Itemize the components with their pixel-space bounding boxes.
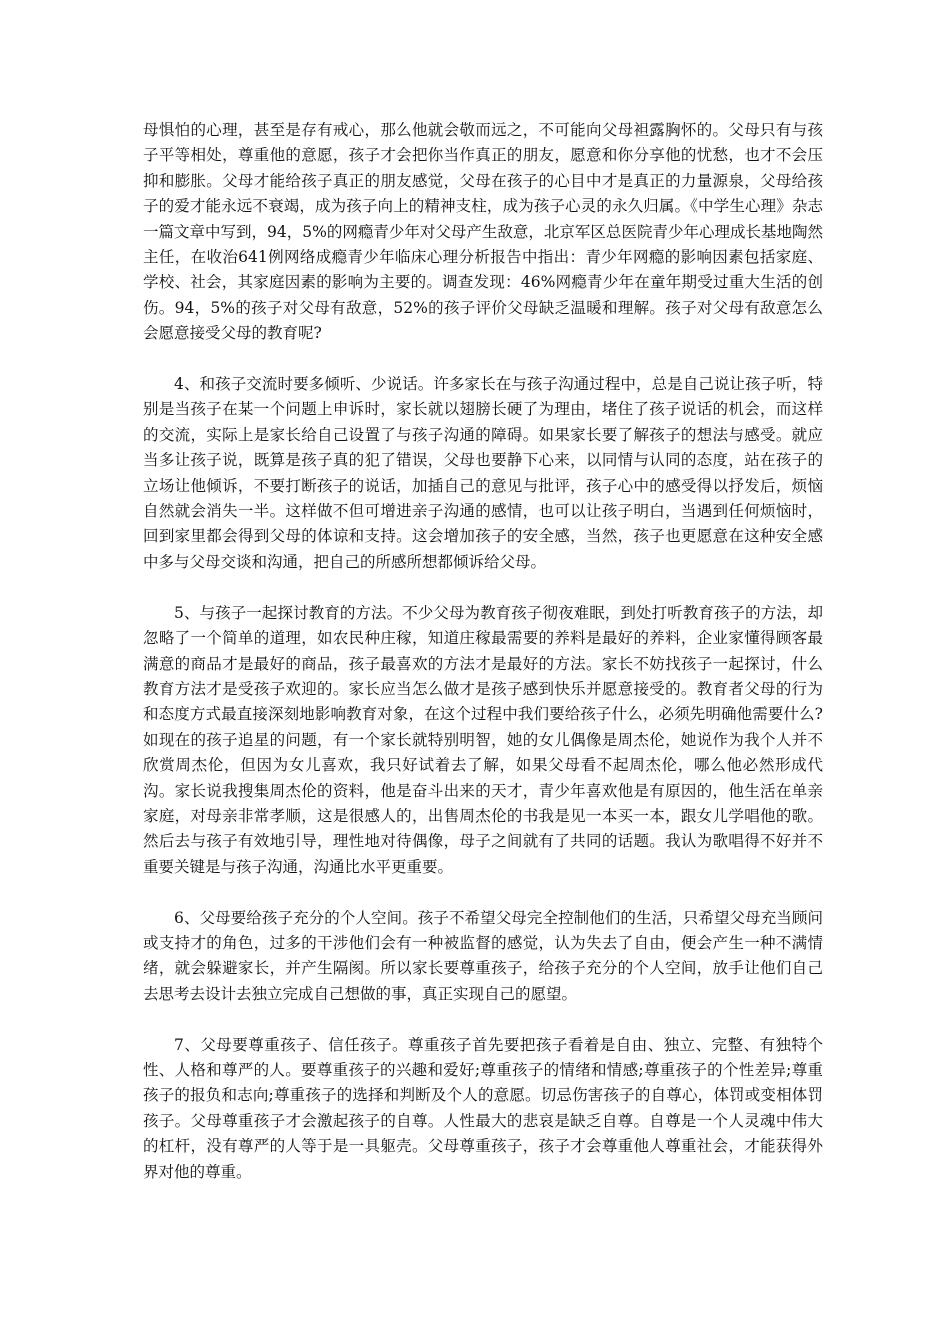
paragraph-point-7-respect-trust: 7、父母要尊重孩子、信任孩子。尊重孩子首先要把孩子看着是自由、独立、完整、有独特个性、人格和尊严的人。要尊重孩子的兴趣和爱好;尊重孩子的情绪和情感;尊重孩子的个性差异;尊重孩子的报负和志向;尊重孩子的选择和判断及个人的意愿。切忌伤害孩子的自尊心，体罚或变相体罚孩子。父母尊重孩子才会激起孩子的自尊。人性最大的悲哀是缺乏自尊。自尊是一个人灵魂中伟大的杠杆，没有尊严的人等于是一具躯壳。父母尊重孩子，孩子才会尊重他人尊重社会，才能获得外界对他的尊重。: [143, 1035, 823, 1181]
document-body: [143, 118, 823, 1210]
paragraph-point-6-personal-space: 6、父母要给孩子充分的个人空间。孩子不希望父母完全控制他们的生活，只希望父母充当顾问或支持才的角色，过多的干涉他们会有一种被监督的感觉，认为失去了自由，便会产生一种不满情绪，就会躲避家长，并产生隔阂。所以家长要尊重孩子，给孩子充分的个人空间，放手让他们自己去思考去设计去独立完成自己想做的事，真正实现自己的愿望。: [143, 908, 823, 1003]
paragraph-continuation: 母惧怕的心理，甚至是存有戒心，那么他就会敬而远之，不可能向父母袒露胸怀的。父母只有与孩子平等相处，尊重他的意愿，孩子才会把你当作真正的朋友，愿意和你分享他的忧愁，也才不会压抑和膨胀。父母才能给孩子真正的朋友感觉，父母在孩子的心目中才是真正的力量源泉，父母给孩子的爱才能永远不衰竭，成为孩子向上的精神支柱，成为孩子心灵的永久归属。《中学生心理》杂志一篇文章中写到，94，5%的网瘾青少年对父母产生敌意，北京军区总医院青少年心理成长基地陶然主任，在收治641例网络成瘾青少年临床心理分析报告中指出：青少年网瘾的影响因素包括家庭、学校、社会，其家庭因素的影响为主要的。调查发现：46%网瘾青少年在童年期受过重大生活的创伤。94，5%的孩子对父母有敌意，52%的孩子评价父母缺乏温暖和理解。孩子对父母有敌意怎么会愿意接受父母的教育呢?: [143, 121, 823, 343]
paragraph-point-4-listen-more: 4、和孩子交流时要多倾听、少说话。许多家长在与孩子沟通过程中，总是自己说让孩子听，特别是当孩子在某一个问题上申诉时，家长就以翅膀长硬了为理由，堵住了孩子说话的机会，而这样的交流，实际上是家长给自己设置了与孩子沟通的障碍。如果家长要了解孩子的想法与感受。就应当多让孩子说，既算是孩子真的犯了错误，父母也要静下心来，以同情与认同的态度，站在孩子的立场让他倾诉，不要打断孩子的说话，加插自己的意见与批评，孩子心中的感受得以抒发后，烦恼自然就会消失一半。这样做不但可增进亲子沟通的感情，也可以让孩子明白，当遇到任何烦恼时，回到家里都会得到父母的体谅和支持。这会增加孩子的安全感，当然，孩子也更愿意在这种安全感中多与父母交谈和沟通，把自己的所感所想都倾诉给父母。: [143, 375, 823, 571]
paragraph-point-5-explore-methods: 5、与孩子一起探讨教育的方法。不少父母为教育孩子彻夜难眠，到处打听教育孩子的方法，却忽略了一个简单的道理，如农民种庄稼，知道庄稼最需要的养料是最好的养料，企业家懂得顾客最满意的商品才是最好的商品，孩子最喜欢的方法才是最好的方法。家长不妨找孩子一起探讨，什么教育方法才是受孩子欢迎的。家长应当怎么做才是孩子感到快乐并愿意接受的。教育者父母的行为和态度方式最直接深刻地影响教育对象，在这个过程中我们要给孩子什么，必须先明确他需要什么?如现在的孩子追星的问题，有一个家长就特别明智，她的女儿偶像是周杰伦，她说作为我个人并不欣赏周杰伦，但因为女儿喜欢，我只好试着去了解，如果父母看不起周杰伦，哪么他必然形成代沟。家长说我搜集周杰伦的资料，他是奋斗出来的天才，青少年喜欢他是有原因的，他生活在单亲家庭，对母亲非常孝顺，这是很感人的，出售周杰伦的书我是见一本买一本，跟女儿学唱他的歌。然后去与孩子有效地引导，理性地对待偶像，母子之间就有了共同的话题。我认为歌唱得不好并不重要关键是与孩子沟通，沟通比水平更重要。: [143, 603, 823, 876]
